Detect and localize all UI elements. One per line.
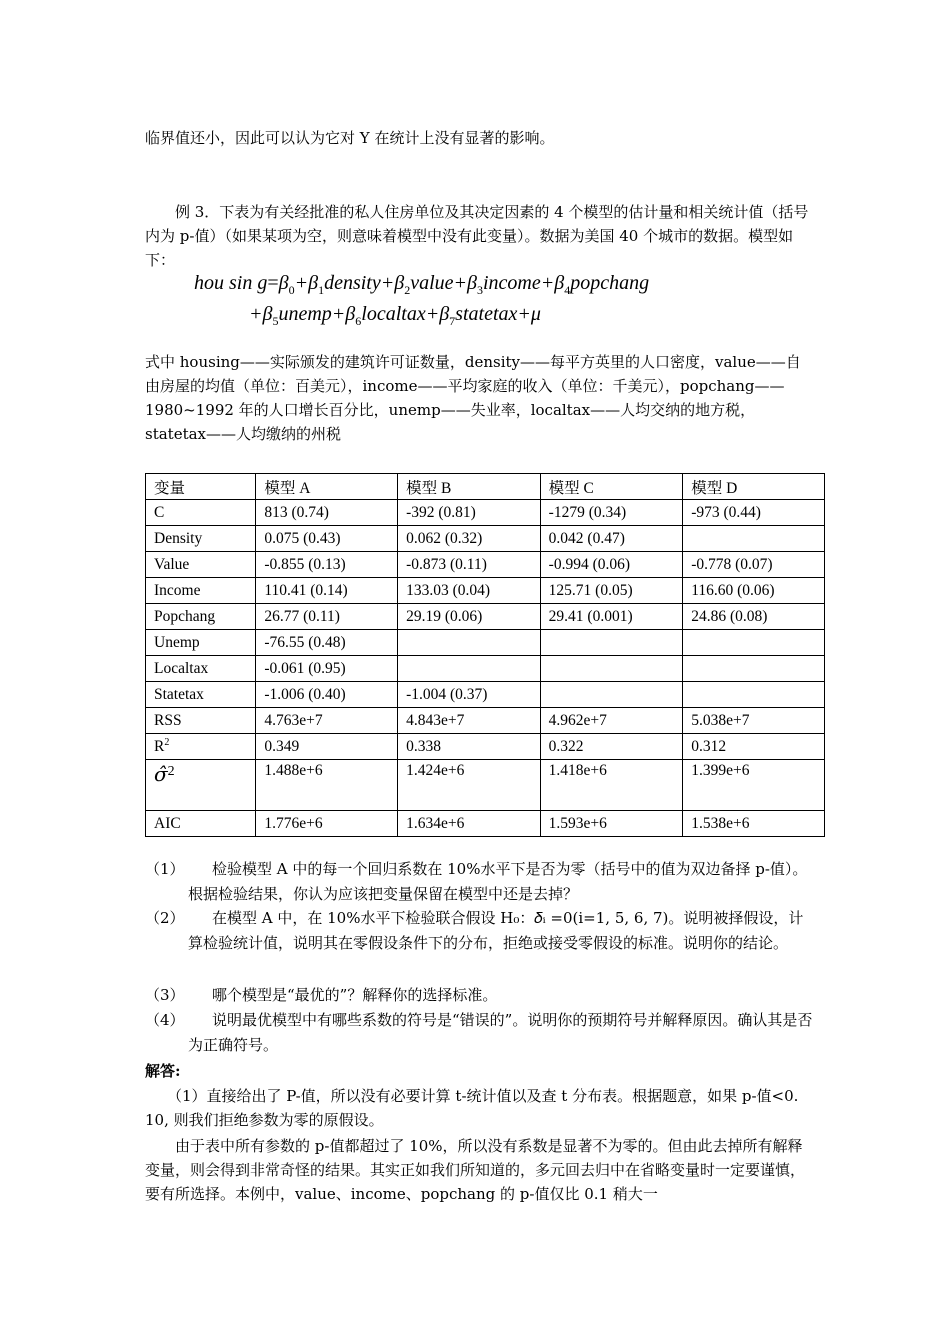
table-cell: -1.004 (0.37) — [398, 682, 541, 708]
table-cell: 26.77 (0.11) — [256, 604, 398, 630]
sigma-hat-symbol: σ̂ — [154, 762, 168, 786]
table-cell: 0.075 (0.43) — [256, 526, 398, 552]
table-row-label: Value — [146, 552, 256, 578]
question-number: （4） — [145, 1011, 185, 1029]
table-cell: -0.855 (0.13) — [256, 552, 398, 578]
answer-heading: 解答: — [145, 1062, 181, 1080]
table-cell: 1.399e+6 — [683, 760, 825, 811]
definitions: 式中 housing——实际颁发的建筑许可证数量，density——每平方英里的人口密度，value——自由房屋的均值（单位：百美元），income——平均家庭的收入（单位：千美元），popchang——1980~1992 年的人口增长百分比，unemp——失业率，localtax——人均交纳的地方税，statetax——人均缴纳的州税 — [145, 353, 801, 443]
table-cell: 1.488e+6 — [256, 760, 398, 811]
question-item — [145, 1008, 815, 1057]
table-cell: -0.994 (0.06) — [540, 552, 683, 578]
question-item — [145, 857, 815, 906]
table-cell: 4.763e+7 — [256, 708, 398, 734]
table-header-cell: 模型 B — [398, 474, 541, 500]
question-item — [145, 983, 815, 1008]
table-row — [146, 630, 825, 656]
table-cell — [540, 630, 683, 656]
table-row-r2 — [146, 734, 825, 760]
table-cell: 0.042 (0.47) — [540, 526, 683, 552]
table-row — [146, 604, 825, 630]
table-cell — [398, 656, 541, 682]
table-row-label: Income — [146, 578, 256, 604]
r2-superscript: 2 — [164, 736, 170, 748]
table-row — [146, 682, 825, 708]
table-cell — [683, 630, 825, 656]
table-cell: 5.038e+7 — [683, 708, 825, 734]
table-cell: 4.843e+7 — [398, 708, 541, 734]
estimates-table — [145, 473, 825, 837]
table-row — [146, 656, 825, 682]
question-text: 说明最优模型中有哪些系数的符号是“错误的”。说明你的预期符号并解释原因。确认其是否为正确符号。 — [188, 1011, 813, 1054]
table-cell: 0.322 — [540, 734, 683, 760]
answer-paragraph-2: 由于表中所有参数的 p-值都超过了 10%，所以没有系数是显著不为零的。但由此去掉所有解释变量，则会得到非常奇怪的结果。其实正如我们所知道的，多元回去归中在省略变量时一定要谨慎，要有所选择。本例中，value、income、popchang 的 p-值仅比 0.1 稍大一 — [145, 1137, 806, 1203]
equation-line-2: $+\beta_5unemp+\beta_6localtax+\beta_7statetax+\mu$ — [249, 303, 541, 328]
example-intro: 例 3．下表为有关经批准的私人住房单位及其决定因素的 4 个模型的估计量和相关统计值（括号内为 p-值）（如果某项为空，则意味着模型中没有此变量）。数据为美国 40 个城市的数据。模型如下： — [145, 203, 809, 269]
table-cell: -392 (0.81) — [398, 500, 541, 526]
table-cell: 110.41 (0.14) — [256, 578, 398, 604]
table-cell: -0.873 (0.11) — [398, 552, 541, 578]
table-cell: 1.593e+6 — [540, 811, 683, 837]
table-cell: -1.006 (0.40) — [256, 682, 398, 708]
sigma-superscript: 2 — [167, 763, 175, 779]
table-cell — [683, 656, 825, 682]
table-cell: 0.338 — [398, 734, 541, 760]
table-header-row — [146, 474, 825, 500]
table-cell: -0.061 (0.95) — [256, 656, 398, 682]
table-row-sigma — [146, 760, 825, 811]
table-cell: -1279 (0.34) — [540, 500, 683, 526]
table-row-label: AIC — [146, 811, 256, 837]
table-cell: 133.03 (0.04) — [398, 578, 541, 604]
table-cell — [540, 682, 683, 708]
table-row — [146, 708, 825, 734]
table-header-cell: 模型 A — [256, 474, 398, 500]
question-number: （3） — [145, 986, 185, 1004]
table-cell: 0.062 (0.32) — [398, 526, 541, 552]
table-row-label: Density — [146, 526, 256, 552]
table-cell: -973 (0.44) — [683, 500, 825, 526]
table-cell: 1.634e+6 — [398, 811, 541, 837]
equation-line-1: hou $\sin g=\beta_0+\beta_1density+\beta_2value+\beta_3income+\beta_4popchang$ — [194, 272, 650, 297]
question-text: 哪个模型是“最优的”？解释你的选择标准。 — [212, 986, 498, 1004]
table-header-cell: 模型 C — [540, 474, 683, 500]
table-row — [146, 552, 825, 578]
table-cell — [398, 630, 541, 656]
table-row-label: RSS — [146, 708, 256, 734]
table-cell: 1.776e+6 — [256, 811, 398, 837]
table-header-cell: 变量 — [146, 474, 256, 500]
question-text: 在模型 A 中，在 10%水平下检验联合假设 H₀：𝛿ᵢ =0(i=1, 5, 6, 7)。说明被择假设，计算检验统计值，说明其在零假设条件下的分布，拒绝或接受零假设的标准。说明你的结论。 — [188, 909, 804, 952]
table-cell: 1.538e+6 — [683, 811, 825, 837]
table-cell: 4.962e+7 — [540, 708, 683, 734]
table-row — [146, 578, 825, 604]
table-row-label: Localtax — [146, 656, 256, 682]
table-cell: -76.55 (0.48) — [256, 630, 398, 656]
table-cell: 1.418e+6 — [540, 760, 683, 811]
question-text: 检验模型 A 中的每一个回归系数在 10%水平下是否为零（括号中的值为双边备择 p-值）。根据检验结果，你认为应该把变量保留在模型中还是去掉？ — [188, 860, 808, 903]
table-row-label: Popchang — [146, 604, 256, 630]
table-cell: 29.41 (0.001) — [540, 604, 683, 630]
table-cell: 125.71 (0.05) — [540, 578, 683, 604]
table-cell — [683, 526, 825, 552]
table-cell: 24.86 (0.08) — [683, 604, 825, 630]
table-row-label: C — [146, 500, 256, 526]
question-item — [145, 906, 815, 955]
table-cell: 0.312 — [683, 734, 825, 760]
question-number: （1） — [145, 860, 185, 878]
table-cell: 0.349 — [256, 734, 398, 760]
table-row-aic — [146, 811, 825, 837]
table-cell: 116.60 (0.06) — [683, 578, 825, 604]
table-row-label — [146, 760, 256, 811]
table-cell: -0.778 (0.07) — [683, 552, 825, 578]
r2-label: R — [154, 738, 165, 756]
table-cell — [683, 682, 825, 708]
table-row — [146, 526, 825, 552]
table-cell — [540, 656, 683, 682]
table-cell: 1.424e+6 — [398, 760, 541, 811]
question-number: （2） — [145, 909, 185, 927]
table-row — [146, 500, 825, 526]
answer-paragraph-1: （1）直接给出了 P-值，所以没有必要计算 t-统计值以及查 t 分布表。根据题意，如果 p-值<0. 10, 则我们拒绝参数为零的原假设。 — [145, 1087, 799, 1129]
top-line: 临界值还小，因此可以认为它对 Y 在统计上没有显著的影响。 — [145, 129, 555, 147]
table-header-cell: 模型 D — [683, 474, 825, 500]
table-cell: 813 (0.74) — [256, 500, 398, 526]
table-cell: 29.19 (0.06) — [398, 604, 541, 630]
table-row-label — [146, 734, 256, 760]
table-row-label: Unemp — [146, 630, 256, 656]
table-row-label: Statetax — [146, 682, 256, 708]
